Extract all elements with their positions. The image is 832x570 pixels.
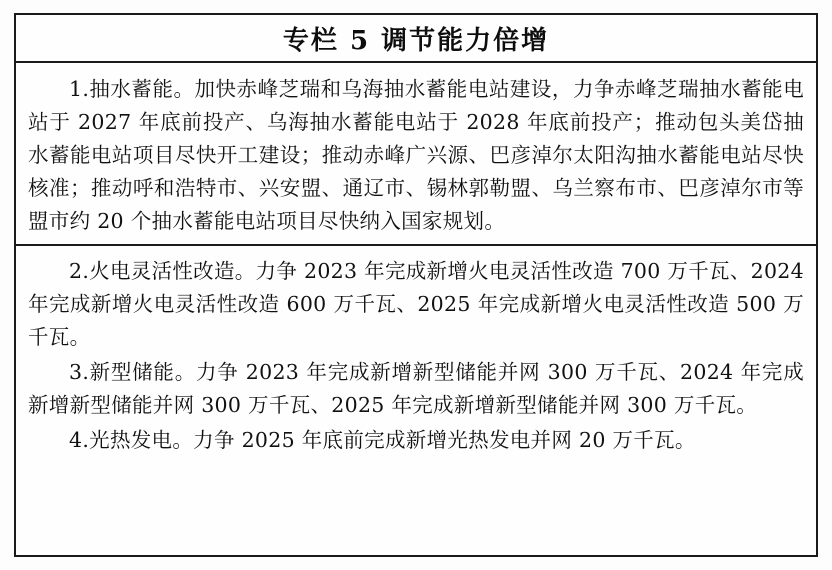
paragraph-new-energy-storage: 3.新型储能。力争 2023 年完成新增新型储能并网 300 万千瓦、2024 年完成新增新型储能并网 300 万千瓦、2025 年完成新增新型储能并网 300 万千瓦。 [28, 360, 804, 417]
callout-box-column-5 [14, 13, 818, 557]
callout-box-title: 专栏 5 调节能力倍增 [16, 15, 816, 63]
paragraph-solar-thermal: 4.光热发电。力争 2025 年底前完成新增光热发电并网 20 万千瓦。 [69, 428, 696, 452]
paragraph-thermal-flexibility: 2.火电灵活性改造。力争 2023 年完成新增火电灵活性改造 700 万千瓦、2024 年完成新增火电灵活性改造 600 万千瓦、2025 年完成新增火电灵活性改造 500 万千瓦。 [28, 259, 804, 349]
section-pumped-storage [16, 63, 816, 246]
section-thermal-flexibility [16, 246, 816, 555]
paragraph-pumped-storage: 1.抽水蓄能。加快赤峰芝瑞和乌海抽水蓄能电站建设，力争赤峰芝瑞抽水蓄能电站于 2027 年底前投产、乌海抽水蓄能电站于 2028 年底前投产；推动包头美岱抽水蓄能电站项目尽快开工建设；推动赤峰广兴源、巴彦淖尔太阳沟抽水蓄能电站尽快核准；推动呼和浩特市、兴安盟、通辽市、锡林郭勒盟、乌兰察布市、巴彦淖尔市等盟市约 20 个抽水蓄能电站项目尽快纳入国家规划。 [28, 77, 804, 233]
